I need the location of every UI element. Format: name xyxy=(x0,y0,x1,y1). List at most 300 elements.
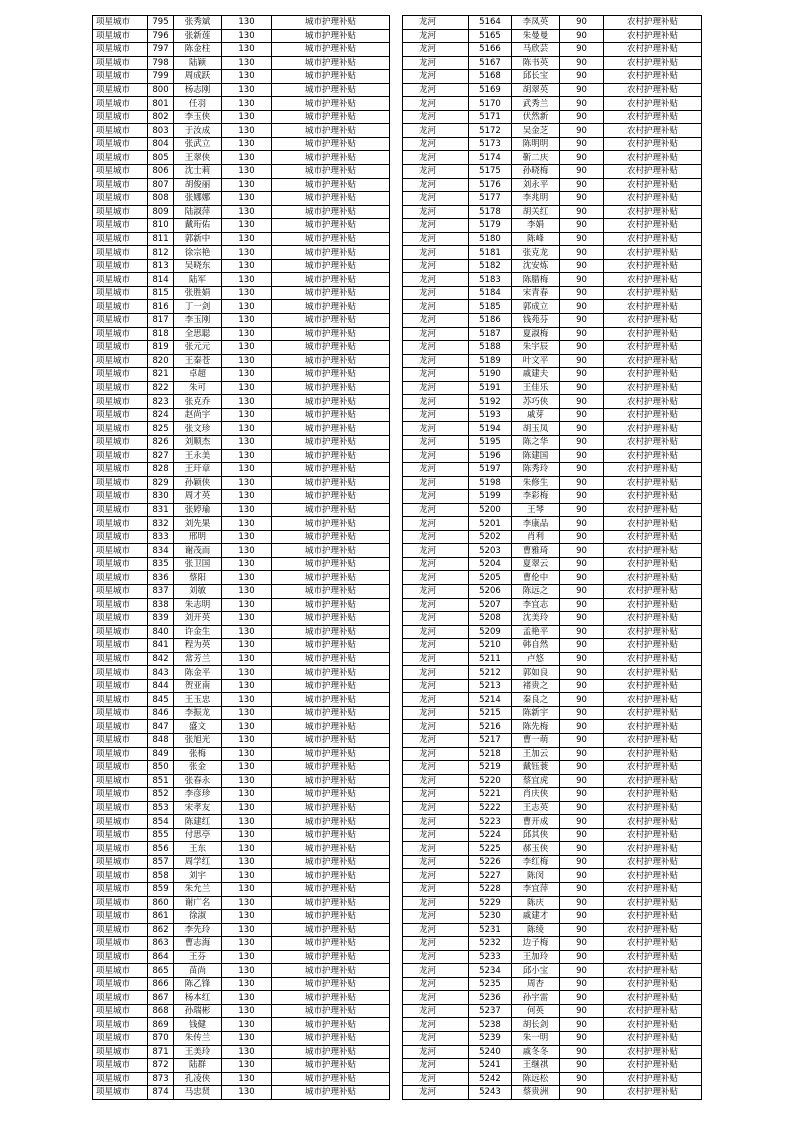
subsidy-type-cell: 农村护理补贴 xyxy=(604,232,702,246)
table-row xyxy=(403,544,702,558)
table-row xyxy=(93,29,390,43)
subsidy-type-cell: 城市护理补贴 xyxy=(272,43,390,57)
name-cell: 陈新宇 xyxy=(512,706,560,720)
subsidy-type-cell: 农村护理补贴 xyxy=(604,273,702,287)
serial-number-cell: 868 xyxy=(148,1004,174,1018)
name-cell: 钱健 xyxy=(174,1018,222,1032)
subsidy-type-cell: 城市护理补贴 xyxy=(272,666,390,680)
table-row xyxy=(403,490,702,504)
amount-cell: 90 xyxy=(560,1086,604,1100)
area-cell: 龙河 xyxy=(403,693,469,707)
serial-number-cell: 5179 xyxy=(469,219,512,233)
table-row xyxy=(93,327,390,341)
amount-cell: 130 xyxy=(222,571,272,585)
amount-cell: 90 xyxy=(560,503,604,517)
table-row xyxy=(403,408,702,422)
table-row xyxy=(403,1059,702,1073)
area-cell: 项星城市 xyxy=(93,246,148,260)
amount-cell: 90 xyxy=(560,544,604,558)
subsidy-type-cell: 城市护理补贴 xyxy=(272,449,390,463)
amount-cell: 90 xyxy=(560,679,604,693)
table-row xyxy=(403,395,702,409)
serial-number-cell: 810 xyxy=(148,219,174,233)
table-row xyxy=(93,815,390,829)
table-row xyxy=(403,368,702,382)
amount-cell: 90 xyxy=(560,896,604,910)
amount-cell: 130 xyxy=(222,314,272,328)
serial-number-cell: 807 xyxy=(148,178,174,192)
serial-number-cell: 800 xyxy=(148,83,174,97)
area-cell: 龙河 xyxy=(403,97,469,111)
subsidy-type-cell: 城市护理补贴 xyxy=(272,110,390,124)
subsidy-type-cell: 农村护理补贴 xyxy=(604,463,702,477)
table-row xyxy=(93,435,390,449)
serial-number-cell: 5226 xyxy=(469,855,512,869)
name-cell: 李玉刚 xyxy=(174,314,222,328)
area-cell: 龙河 xyxy=(403,327,469,341)
subsidy-type-cell: 农村护理补贴 xyxy=(604,395,702,409)
name-cell: 肖庆侠 xyxy=(512,788,560,802)
subsidy-type-cell: 城市护理补贴 xyxy=(272,314,390,328)
amount-cell: 90 xyxy=(560,286,604,300)
subsidy-type-cell: 农村护理补贴 xyxy=(604,584,702,598)
amount-cell: 90 xyxy=(560,110,604,124)
serial-number-cell: 5200 xyxy=(469,503,512,517)
name-cell: 王芬 xyxy=(174,950,222,964)
name-cell: 陆军 xyxy=(174,273,222,287)
name-cell: 武秀兰 xyxy=(512,97,560,111)
name-cell: 周杏 xyxy=(512,977,560,991)
subsidy-type-cell: 农村护理补贴 xyxy=(604,165,702,179)
area-cell: 龙河 xyxy=(403,1059,469,1073)
table-row xyxy=(93,883,390,897)
amount-cell: 130 xyxy=(222,652,272,666)
subsidy-type-cell: 城市护理补贴 xyxy=(272,151,390,165)
area-cell: 龙河 xyxy=(403,544,469,558)
amount-cell: 130 xyxy=(222,774,272,788)
table-row xyxy=(93,950,390,964)
subsidy-type-cell: 城市护理补贴 xyxy=(272,761,390,775)
subsidy-type-cell: 农村护理补贴 xyxy=(604,1004,702,1018)
name-cell: 胡玉凤 xyxy=(512,422,560,436)
serial-number-cell: 855 xyxy=(148,828,174,842)
name-cell: 张金 xyxy=(174,761,222,775)
amount-cell: 90 xyxy=(560,476,604,490)
amount-cell: 130 xyxy=(222,612,272,626)
amount-cell: 90 xyxy=(560,964,604,978)
subsidy-type-cell: 农村护理补贴 xyxy=(604,855,702,869)
amount-cell: 130 xyxy=(222,56,272,70)
subsidy-type-cell: 城市护理补贴 xyxy=(272,83,390,97)
table-row xyxy=(93,463,390,477)
area-cell: 项星城市 xyxy=(93,165,148,179)
serial-number-cell: 5182 xyxy=(469,259,512,273)
subsidy-type-cell: 城市护理补贴 xyxy=(272,327,390,341)
table-row xyxy=(403,964,702,978)
area-cell: 龙河 xyxy=(403,1045,469,1059)
serial-number-cell: 5232 xyxy=(469,937,512,951)
area-cell: 项星城市 xyxy=(93,530,148,544)
area-cell: 项星城市 xyxy=(93,1018,148,1032)
name-cell: 李宜志 xyxy=(512,598,560,612)
table-row xyxy=(93,977,390,991)
amount-cell: 130 xyxy=(222,422,272,436)
table-row xyxy=(403,422,702,436)
area-cell: 项星城市 xyxy=(93,598,148,612)
subsidy-type-cell: 城市护理补贴 xyxy=(272,192,390,206)
serial-number-cell: 5173 xyxy=(469,137,512,151)
area-cell: 龙河 xyxy=(403,977,469,991)
serial-number-cell: 797 xyxy=(148,43,174,57)
area-cell: 龙河 xyxy=(403,259,469,273)
serial-number-cell: 5215 xyxy=(469,706,512,720)
name-cell: 陈峰 xyxy=(512,232,560,246)
name-cell: 丁一剑 xyxy=(174,300,222,314)
subsidy-type-cell: 农村护理补贴 xyxy=(604,761,702,775)
table-row xyxy=(403,110,702,124)
name-cell: 蔡阳 xyxy=(174,571,222,585)
table-row xyxy=(403,300,702,314)
serial-number-cell: 861 xyxy=(148,910,174,924)
table-row xyxy=(403,29,702,43)
serial-number-cell: 872 xyxy=(148,1059,174,1073)
area-cell: 龙河 xyxy=(403,300,469,314)
name-cell: 程为英 xyxy=(174,639,222,653)
name-cell: 邱小宝 xyxy=(512,964,560,978)
table-row xyxy=(93,1018,390,1032)
serial-number-cell: 870 xyxy=(148,1032,174,1046)
area-cell: 龙河 xyxy=(403,56,469,70)
amount-cell: 130 xyxy=(222,720,272,734)
name-cell: 卢悠 xyxy=(512,652,560,666)
table-row xyxy=(403,774,702,788)
subsidy-type-cell: 城市护理补贴 xyxy=(272,368,390,382)
name-cell: 张春永 xyxy=(174,774,222,788)
table-row xyxy=(93,219,390,233)
subsidy-type-cell: 农村护理补贴 xyxy=(604,151,702,165)
amount-cell: 130 xyxy=(222,137,272,151)
table-row xyxy=(403,205,702,219)
subsidy-type-cell: 城市护理补贴 xyxy=(272,747,390,761)
subsidy-type-cell: 城市护理补贴 xyxy=(272,855,390,869)
subsidy-type-cell: 农村护理补贴 xyxy=(604,530,702,544)
amount-cell: 130 xyxy=(222,29,272,43)
area-cell: 龙河 xyxy=(403,910,469,924)
amount-cell: 90 xyxy=(560,56,604,70)
subsidy-type-cell: 城市护理补贴 xyxy=(272,381,390,395)
name-cell: 徐宗艳 xyxy=(174,246,222,260)
name-cell: 陆群 xyxy=(174,1059,222,1073)
area-cell: 项星城市 xyxy=(93,896,148,910)
name-cell: 胡俊丽 xyxy=(174,178,222,192)
table-row xyxy=(403,517,702,531)
serial-number-cell: 842 xyxy=(148,652,174,666)
serial-number-cell: 5213 xyxy=(469,679,512,693)
area-cell: 项星城市 xyxy=(93,720,148,734)
subsidy-type-cell: 农村护理补贴 xyxy=(604,1018,702,1032)
serial-number-cell: 863 xyxy=(148,937,174,951)
area-cell: 项星城市 xyxy=(93,16,148,30)
subsidy-type-cell: 农村护理补贴 xyxy=(604,435,702,449)
serial-number-cell: 5186 xyxy=(469,314,512,328)
serial-number-cell: 824 xyxy=(148,408,174,422)
area-cell: 龙河 xyxy=(403,761,469,775)
amount-cell: 90 xyxy=(560,29,604,43)
serial-number-cell: 852 xyxy=(148,788,174,802)
subsidy-type-cell: 农村护理补贴 xyxy=(604,381,702,395)
table-row xyxy=(93,368,390,382)
amount-cell: 130 xyxy=(222,828,272,842)
subsidy-type-cell: 农村护理补贴 xyxy=(604,205,702,219)
subsidy-type-cell: 城市护理补贴 xyxy=(272,991,390,1005)
area-cell: 龙河 xyxy=(403,381,469,395)
subsidy-type-cell: 城市护理补贴 xyxy=(272,517,390,531)
subsidy-type-cell: 农村护理补贴 xyxy=(604,70,702,84)
area-cell: 龙河 xyxy=(403,43,469,57)
amount-cell: 130 xyxy=(222,205,272,219)
subsidy-type-cell: 农村护理补贴 xyxy=(604,1059,702,1073)
amount-cell: 130 xyxy=(222,747,272,761)
amount-cell: 130 xyxy=(222,544,272,558)
amount-cell: 90 xyxy=(560,584,604,598)
area-cell: 龙河 xyxy=(403,1018,469,1032)
area-cell: 项星城市 xyxy=(93,571,148,585)
subsidy-type-cell: 城市护理补贴 xyxy=(272,869,390,883)
table-row xyxy=(403,56,702,70)
table-row xyxy=(93,395,390,409)
subsidy-type-cell: 农村护理补贴 xyxy=(604,354,702,368)
table-row xyxy=(93,286,390,300)
table-row xyxy=(93,70,390,84)
table-row xyxy=(93,679,390,693)
subsidy-type-cell: 城市护理补贴 xyxy=(272,652,390,666)
area-cell: 龙河 xyxy=(403,408,469,422)
name-cell: 宋青春 xyxy=(512,286,560,300)
amount-cell: 130 xyxy=(222,896,272,910)
name-cell: 张梅 xyxy=(174,747,222,761)
amount-cell: 130 xyxy=(222,733,272,747)
amount-cell: 90 xyxy=(560,557,604,571)
name-cell: 夏淑梅 xyxy=(512,327,560,341)
name-cell: 刘永平 xyxy=(512,178,560,192)
subsidy-type-cell: 城市护理补贴 xyxy=(272,896,390,910)
name-cell: 陈远之 xyxy=(512,584,560,598)
serial-number-cell: 5231 xyxy=(469,923,512,937)
area-cell: 龙河 xyxy=(403,273,469,287)
table-row xyxy=(93,83,390,97)
name-cell: 边子梅 xyxy=(512,937,560,951)
area-cell: 龙河 xyxy=(403,435,469,449)
area-cell: 项星城市 xyxy=(93,1072,148,1086)
subsidy-type-cell: 农村护理补贴 xyxy=(604,1032,702,1046)
name-cell: 戴珩佑 xyxy=(174,219,222,233)
amount-cell: 90 xyxy=(560,327,604,341)
serial-number-cell: 5206 xyxy=(469,584,512,598)
subsidy-type-cell: 城市护理补贴 xyxy=(272,720,390,734)
amount-cell: 90 xyxy=(560,910,604,924)
serial-number-cell: 5210 xyxy=(469,639,512,653)
serial-number-cell: 5224 xyxy=(469,828,512,842)
table-row xyxy=(403,625,702,639)
serial-number-cell: 847 xyxy=(148,720,174,734)
area-cell: 项星城市 xyxy=(93,937,148,951)
table-row xyxy=(403,97,702,111)
area-cell: 项星城市 xyxy=(93,706,148,720)
area-cell: 项星城市 xyxy=(93,341,148,355)
amount-cell: 90 xyxy=(560,259,604,273)
serial-number-cell: 5198 xyxy=(469,476,512,490)
serial-number-cell: 850 xyxy=(148,761,174,775)
serial-number-cell: 5236 xyxy=(469,991,512,1005)
table-row xyxy=(403,83,702,97)
serial-number-cell: 5181 xyxy=(469,246,512,260)
table-row xyxy=(93,625,390,639)
name-cell: 曹开成 xyxy=(512,815,560,829)
subsidy-type-cell: 农村护理补贴 xyxy=(604,1072,702,1086)
name-cell: 李先玲 xyxy=(174,923,222,937)
amount-cell: 130 xyxy=(222,259,272,273)
table-row xyxy=(93,517,390,531)
subsidy-type-cell: 农村护理补贴 xyxy=(604,83,702,97)
serial-number-cell: 5169 xyxy=(469,83,512,97)
serial-number-cell: 5204 xyxy=(469,557,512,571)
subsidy-type-cell: 城市护理补贴 xyxy=(272,1004,390,1018)
area-cell: 龙河 xyxy=(403,1086,469,1100)
table-row xyxy=(93,910,390,924)
area-cell: 项星城市 xyxy=(93,625,148,639)
amount-cell: 130 xyxy=(222,463,272,477)
name-cell: 曹一萌 xyxy=(512,733,560,747)
subsidy-type-cell: 农村护理补贴 xyxy=(604,883,702,897)
table-row xyxy=(93,1059,390,1073)
subsidy-type-cell: 农村护理补贴 xyxy=(604,828,702,842)
amount-cell: 130 xyxy=(222,1045,272,1059)
amount-cell: 90 xyxy=(560,761,604,775)
area-cell: 项星城市 xyxy=(93,557,148,571)
name-cell: 陈远松 xyxy=(512,1072,560,1086)
name-cell: 王东 xyxy=(174,842,222,856)
serial-number-cell: 5233 xyxy=(469,950,512,964)
name-cell: 朱允兰 xyxy=(174,883,222,897)
amount-cell: 130 xyxy=(222,490,272,504)
serial-number-cell: 821 xyxy=(148,368,174,382)
left-table-body xyxy=(93,16,390,1100)
table-row xyxy=(93,178,390,192)
subsidy-type-cell: 农村护理补贴 xyxy=(604,950,702,964)
name-cell: 刘顺杰 xyxy=(174,435,222,449)
name-cell: 曹伦中 xyxy=(512,571,560,585)
table-row xyxy=(403,733,702,747)
amount-cell: 90 xyxy=(560,1004,604,1018)
amount-cell: 90 xyxy=(560,991,604,1005)
serial-number-cell: 813 xyxy=(148,259,174,273)
amount-cell: 130 xyxy=(222,178,272,192)
subsidy-type-cell: 城市护理补贴 xyxy=(272,286,390,300)
area-cell: 项星城市 xyxy=(93,110,148,124)
table-row xyxy=(403,70,702,84)
area-cell: 项星城市 xyxy=(93,327,148,341)
amount-cell: 130 xyxy=(222,788,272,802)
area-cell: 龙河 xyxy=(403,368,469,382)
table-row xyxy=(403,354,702,368)
serial-number-cell: 835 xyxy=(148,557,174,571)
name-cell: 胡关红 xyxy=(512,205,560,219)
serial-number-cell: 848 xyxy=(148,733,174,747)
area-cell: 龙河 xyxy=(403,937,469,951)
table-row xyxy=(93,544,390,558)
area-cell: 龙河 xyxy=(403,788,469,802)
serial-number-cell: 811 xyxy=(148,232,174,246)
name-cell: 刘敏 xyxy=(174,584,222,598)
amount-cell: 130 xyxy=(222,1032,272,1046)
table-row xyxy=(93,855,390,869)
area-cell: 项星城市 xyxy=(93,964,148,978)
table-row xyxy=(93,1072,390,1086)
amount-cell: 90 xyxy=(560,598,604,612)
subsidy-type-cell: 城市护理补贴 xyxy=(272,259,390,273)
name-cell: 陈建国 xyxy=(512,449,560,463)
amount-cell: 90 xyxy=(560,855,604,869)
amount-cell: 90 xyxy=(560,530,604,544)
amount-cell: 90 xyxy=(560,16,604,30)
table-row xyxy=(403,1032,702,1046)
subsidy-type-cell: 农村护理补贴 xyxy=(604,29,702,43)
serial-number-cell: 867 xyxy=(148,991,174,1005)
serial-number-cell: 864 xyxy=(148,950,174,964)
area-cell: 龙河 xyxy=(403,449,469,463)
area-cell: 龙河 xyxy=(403,883,469,897)
subsidy-type-cell: 农村护理补贴 xyxy=(604,923,702,937)
serial-number-cell: 5174 xyxy=(469,151,512,165)
amount-cell: 90 xyxy=(560,788,604,802)
serial-number-cell: 804 xyxy=(148,137,174,151)
table-row xyxy=(403,314,702,328)
serial-number-cell: 839 xyxy=(148,612,174,626)
table-row xyxy=(93,232,390,246)
subsidy-type-cell: 城市护理补贴 xyxy=(272,16,390,30)
table-row xyxy=(403,1072,702,1086)
table-row xyxy=(403,991,702,1005)
amount-cell: 90 xyxy=(560,165,604,179)
table-row xyxy=(403,950,702,964)
amount-cell: 90 xyxy=(560,801,604,815)
amount-cell: 130 xyxy=(222,1059,272,1073)
subsidy-type-cell: 城市护理补贴 xyxy=(272,788,390,802)
table-row xyxy=(403,693,702,707)
serial-number-cell: 812 xyxy=(148,246,174,260)
table-row xyxy=(93,422,390,436)
amount-cell: 130 xyxy=(222,1018,272,1032)
amount-cell: 90 xyxy=(560,869,604,883)
serial-number-cell: 814 xyxy=(148,273,174,287)
name-cell: 王秦苍 xyxy=(174,354,222,368)
table-row xyxy=(93,530,390,544)
area-cell: 项星城市 xyxy=(93,883,148,897)
name-cell: 李兆明 xyxy=(512,192,560,206)
amount-cell: 90 xyxy=(560,1032,604,1046)
serial-number-cell: 809 xyxy=(148,205,174,219)
table-row xyxy=(403,137,702,151)
serial-number-cell: 5167 xyxy=(469,56,512,70)
table-row xyxy=(93,842,390,856)
area-cell: 龙河 xyxy=(403,896,469,910)
name-cell: 朱修生 xyxy=(512,476,560,490)
name-cell: 沈美玲 xyxy=(512,612,560,626)
area-cell: 龙河 xyxy=(403,923,469,937)
subsidy-type-cell: 城市护理补贴 xyxy=(272,815,390,829)
subsidy-type-cell: 农村护理补贴 xyxy=(604,476,702,490)
name-cell: 陆颖 xyxy=(174,56,222,70)
